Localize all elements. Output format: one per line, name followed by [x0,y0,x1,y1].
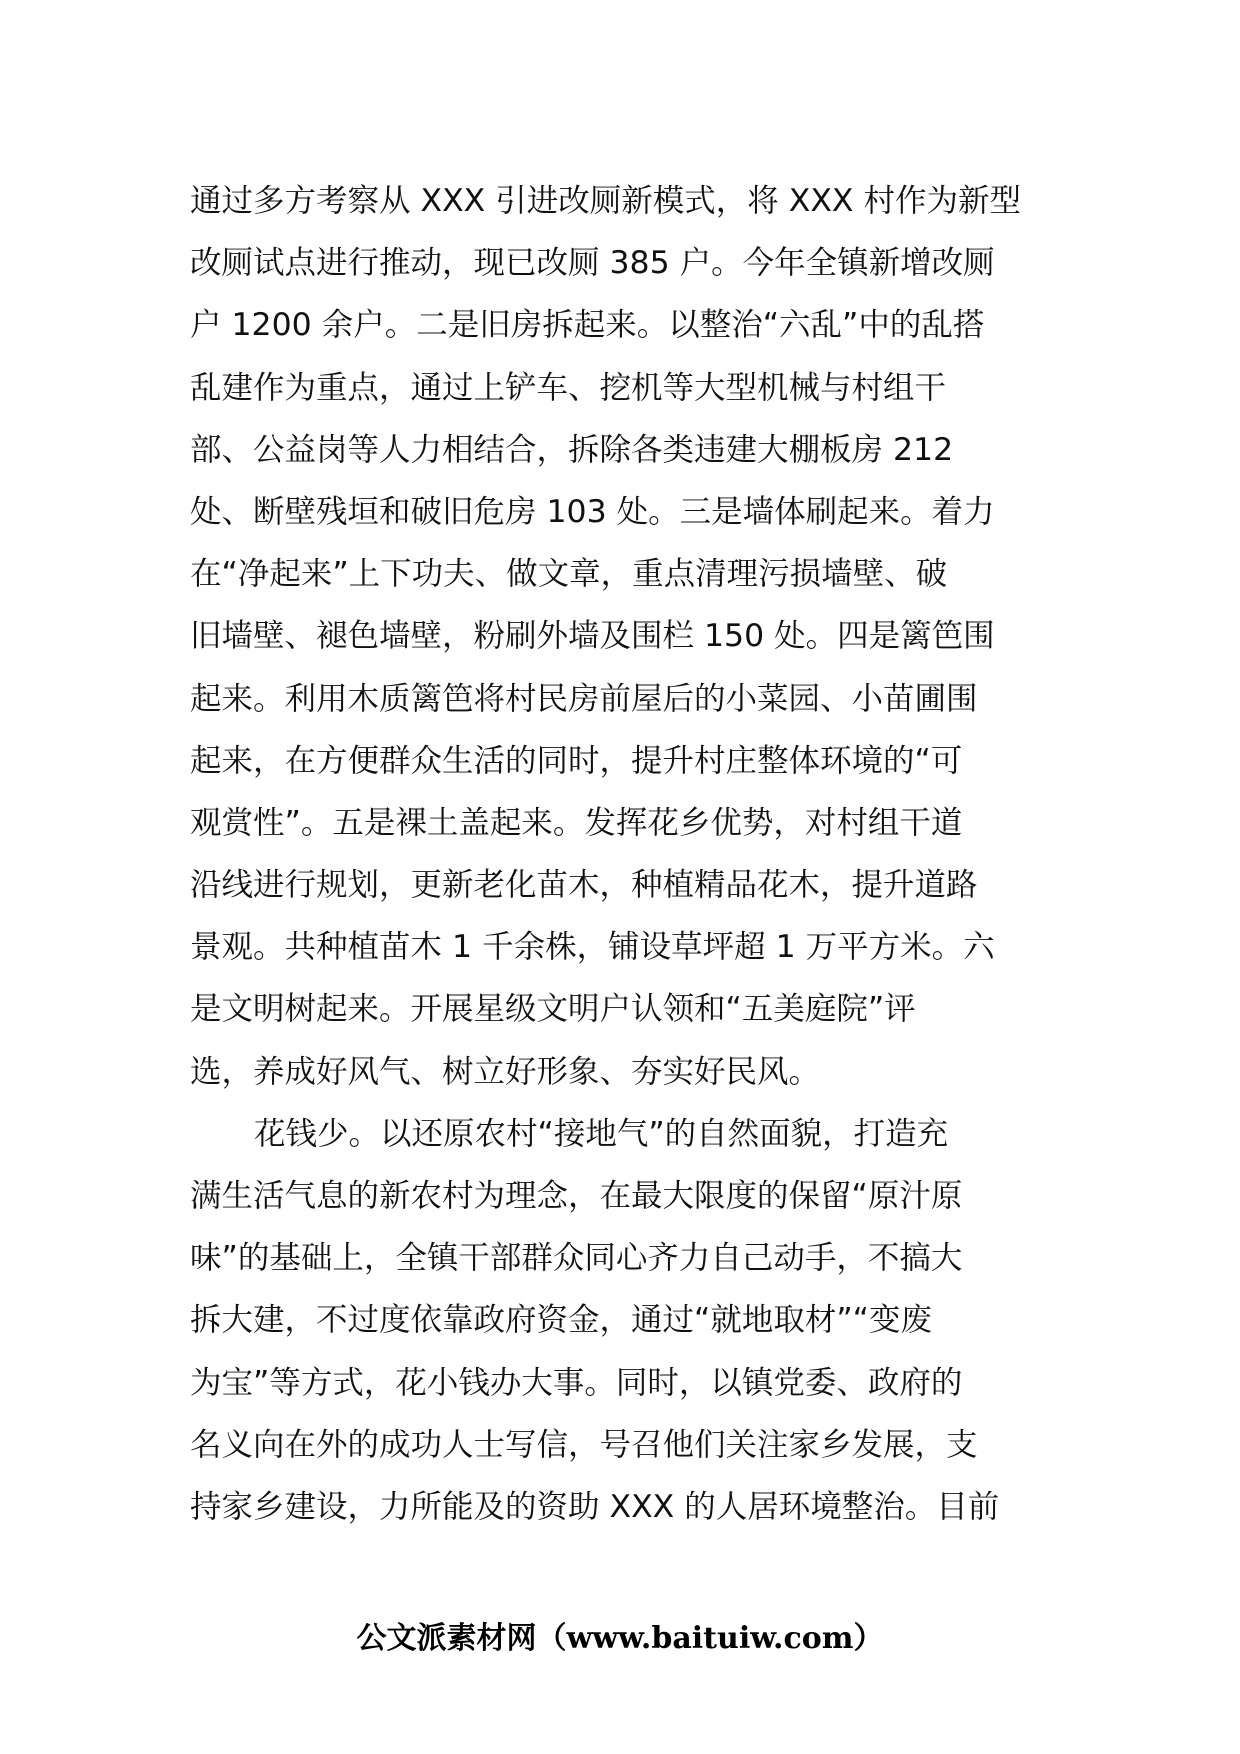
text-line: 是文明树起来。开展星级文明户认领和“五美庭院”评 [190,991,916,1028]
text-line: 花钱少。以还原农村“接地气”的自然面貌，打造充 [254,1115,949,1152]
text-line: 观赏性”。五是裸土盖起来。发挥花乡优势，对村组干道 [190,804,963,841]
text-line: 通过多方考察从 XXX 引进改厕新模式，将 XXX 村作为新型 [190,183,1022,219]
footer-watermark: 公文派素材网（www.baituiw.com） [356,1621,884,1656]
text-line: 起来。利用木质篱笆将村民房前屋后的小菜园、小苗圃围 [190,680,978,717]
text-line: 旧墙壁、褪色墙壁，粉刷外墙及围栏 150 处。四是篱笆围 [190,618,995,655]
paragraph-1 [190,170,1070,1103]
text-line: 乱建作为重点，通过上铲车、挖机等大型机械与村组干 [190,369,947,406]
text-line: 户 1200 余户。二是旧房拆起来。以整治“六乱”中的乱搭 [190,307,985,344]
text-line: 拆大建，不过度依靠政府资金，通过“就地取材”“变废 [190,1302,932,1339]
text-line: 改厕试点进行推动，现已改厕 385 户。今年全镇新增改厕 [190,245,995,282]
text-line: 沿线进行规划，更新老化苗木，种植精品花木，提升道路 [190,867,978,904]
text-line: 部、公益岗等人力相结合，拆除各类违建大棚板房 212 [190,431,954,468]
text-line: 为宝”等方式，花小钱办大事。同时，以镇党委、政府的 [190,1364,963,1401]
text-line: 选，养成好风气、树立好形象、夯实好民风。 [190,1053,821,1090]
text-line: 在“净起来”上下功夫、做文章，重点清理污损墙壁、破 [190,556,948,593]
text-line: 持家乡建设，力所能及的资助 XXX 的人居环境整治。目前 [190,1488,1000,1525]
body-text [190,170,1070,1538]
text-line: 满生活气息的新农村为理念，在最大限度的保留“原汁原 [190,1178,963,1214]
paragraph-2 [190,1103,1070,1538]
text-line: 味”的基础上，全镇干部群众同心齐力自己动手，不搞大 [190,1240,963,1277]
text-line: 起来，在方便群众生活的同时，提升村庄整体环境的“可 [190,742,963,779]
text-line: 景观。共种植苗木 1 千余株，铺设草坪超 1 万平方米。六 [190,929,995,966]
text-line: 名义向在外的成功人士写信，号召他们关注家乡发展，支 [190,1426,978,1463]
text-line: 处、断壁残垣和破旧危房 103 处。三是墙体刷起来。着力 [190,493,995,530]
